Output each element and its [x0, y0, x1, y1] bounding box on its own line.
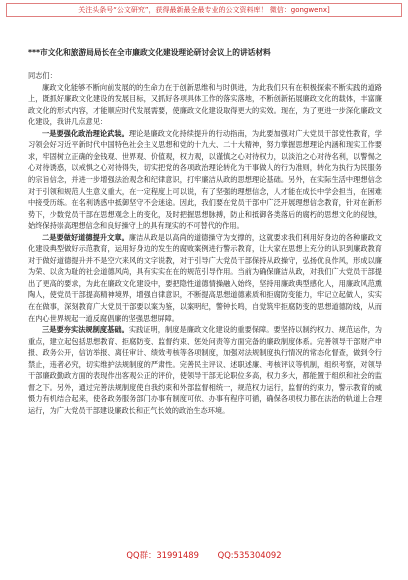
intro-paragraph: 廉政文化能够不断向前发展的的生命力在于创新思维和与时俱进，为此我们只有在积极探索不断实践的道路上，既抓好廉政文化建设的发展目标，又抓好各项具体工作的落实落地，不断创新拓展廉政文化的载体，丰富廉政文化的形式内容，才能顺应时代发展需要，使廉政文化建设取得更大的实效。现在，为了更进一步深化廉政文化建设，我讲几点意见： — [28, 82, 382, 127]
section-paragraph-3 — [28, 324, 382, 416]
section-heading-1: 一是要强化政治理论武装。 — [42, 128, 129, 138]
section-body-1: 理论是廉政文化持续提升的行动指南，为此要加强对广大党员干部党性教育，学习领会好习近平新时代中国特色社会主义思想和党的十九大、二十大精神，努力掌握思想理论内涵和现实工作要求，牢固树立正确的金钱观、世界观、价值观，权力观，以谨慎之心对待权力，以淡泊之心对待名利，以警惕之心对待诱惑，以戒惧之心对待得失，切实把党的各项政治理论转化为干事做人的行为准则，转化为执行为民服务的宗旨信念，并进一步增强法治观念和纪律意识，打牢廉洁从政的思想理论基础。另外，在实际生活中理想信念对于引领和规范人生意义重大，在一定程度上可以说，有了坚强的理想信念，人才能在成长中学会担当，在困难中接受历练。在名利诱惑中抵御坚守不会迷途。因此，我们要在党员干部中广泛开展理想信念教育，针对在新形势下，少数党员干部在思想观念上的变化，及时把握思想脉搏，防止和抵御各类落后的腐朽的思想文化的侵蚀，始终保持崇高理想信念和良好操守上的具有现实的不可替代的作用。 — [28, 128, 382, 231]
document-title: ***市文化和旅游局局长在全市廉政文化建设理论研讨会议上的讲话材料 — [28, 48, 271, 57]
footer-qq-group: QQ群：31991489 — [126, 550, 199, 560]
footer-qq: QQ:535304092 — [217, 550, 282, 560]
document-body — [28, 46, 382, 416]
top-promo-banner: 关注头条号“公文研究”，获得最新最全最专业的公文资料库！ 微信：gongwenx] — [6, 3, 402, 17]
footer-contact — [0, 549, 408, 561]
section-heading-3: 三是要夯实法规制度基础。 — [42, 325, 129, 335]
section-paragraph-1 — [28, 128, 382, 232]
salutation: 同志们： — [28, 71, 57, 80]
section-heading-2: 二是要做好道德提升文章。 — [42, 232, 129, 242]
section-body-2: 廉洁从政是以高尚的道德操守为支撑的，这就要求我们利用好身边的各种廉政文化建设典型做好示范教育，运用好身边的发生的腐败案例进行警示教育，让大家在思想上充分的认识到廉政教育对于做好道德提升并不是空穴来风的文字说教，对于引导广大党员干部保持从政操守，弘扬优良作风，形成以廉为荣、以贪为耻的社会道德风尚，具有实实在在的规范引导作用。当前为确保廉洁从政，对我们广大党员干部提出了更高的要求，为此在廉政文化建设中，要把隐性道德情操融入始终，坚持用廉政典型感化人，用廉政风范熏陶人，使党员干部提高精神境界，增强自律意识，不断提高思想道德素质和拒腐防变能力，牢记立起做人，实实在在做事，深刻教育广大党员干部要以案为鉴，以案明纪，警钟长鸣，自觉筑牢拒腐防变的思想道德防线，从而在内心世界规起一道反腐倡廉的坚强思想屏障。 — [28, 232, 382, 323]
section-paragraph-2 — [28, 232, 382, 324]
section-body-3: 实践证明，制度是廉政文化建设的重要保障。要坚持以制约权力、规范运作，为重点，建立起包括思想教育、拒腐防变、监督约束、惩处问责等方面完备的廉政制度体系。完善领导干部财产申报、政务公开，信访举报、离任审计、绩效考核等各项制度，加强对法规制度执行情况的常态化督查，做到令行禁止，违者必究，切实维护法规制度的严肃性。完善民主评议、述职述廉、考核评议等机制，组织考察，对领导干部廉政勤政方面的表现作出客观公正的评价，使领导干部无论职位多高，权力多大，都能置于组织和社会的监督之下。另外，通过完善法规制度使自我约束和外部监督相统一，规范权力运行，监督的约束力，警示教育的威慑力有机结合起来，使各政务服务部门办事有制度可依、办事有程序可循，确保各项权力都在法治的轨道上合理运行，为广大党员干部建设廉政长和正气长效的政治生态环境。 — [28, 325, 382, 415]
